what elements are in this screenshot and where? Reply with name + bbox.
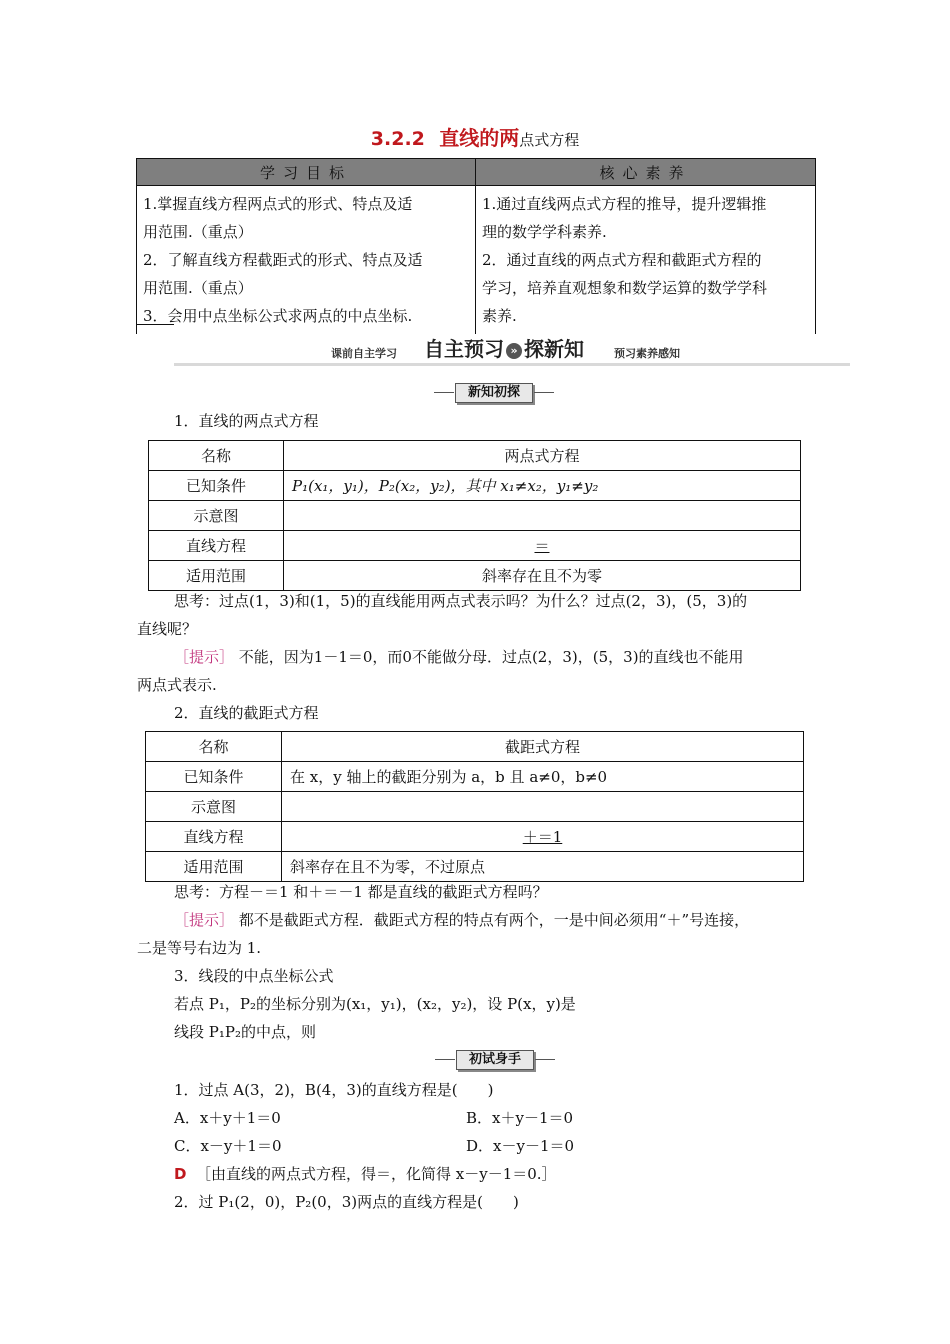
tag-try: 初试身手 [456, 1050, 534, 1070]
question-2: 2．过 P₁(2，0)，P₂(0，3)两点的直线方程是( ) [174, 1193, 519, 1211]
objective-line: 3．会用中点坐标公式求两点的中点坐标. [143, 307, 413, 325]
lesson-title [0, 122, 950, 151]
banner-title-a: 自主预习 [424, 337, 504, 361]
literacy-line: 1.通过直线两点式方程的推导，提升逻辑推 [482, 195, 767, 213]
cell-key: 直线方程 [146, 822, 282, 852]
think-1: 思考：过点(1，3)和(1，5)的直线能用两点式表示吗？为什么？过点(2，3)，(5，3)的 [174, 592, 748, 610]
section-banner [174, 333, 850, 366]
title-sub: 点式方程 [519, 131, 580, 149]
cell-value [282, 792, 804, 822]
objectives-table [136, 158, 816, 334]
cell-value: 在 x，y 轴上的截距分别为 a，b 且 a≠0，b≠0 [282, 762, 804, 792]
double-chevron-icon: » [506, 343, 522, 359]
objective-line: 用范围.（重点） [143, 279, 253, 297]
cell-key: 名称 [146, 732, 282, 762]
objectives-left [137, 186, 476, 335]
literacy-line: 2．通过直线的两点式方程和截距式方程的 [482, 251, 762, 269]
hint-label: ［提示］ [174, 911, 235, 929]
cell-value [284, 501, 801, 531]
question-1: 1．过点 A(3，2)，B(4，3)的直线方程是( ) [174, 1081, 494, 1099]
cell-value: P₁(x₁，y₁)，P₂(x₂，y₂)，其中 x₁≠x₂，y₁≠y₂ [284, 471, 801, 501]
title-main: 直线的两 [439, 126, 520, 150]
banner-title-b: 探新知 [524, 337, 584, 361]
cell-key: 已知条件 [149, 471, 284, 501]
cell-key: 示意图 [146, 792, 282, 822]
midpoint-line-1: 若点 P₁，P₂的坐标分别为(x₁，y₁)，(x₂，y₂)，设 P(x，y)是 [174, 995, 576, 1013]
banner-title [424, 333, 584, 362]
hint-2 [174, 910, 749, 930]
cell-key: 名称 [149, 441, 284, 471]
literacy-line: 学习，培养直观想象和数学运算的数学学科 [482, 279, 768, 297]
cell-value: 斜率存在且不为零，不过原点 [282, 852, 804, 882]
hint-text: 都不是截距式方程．截距式方程的特点有两个，一是中间必须用“＋”号连接， [234, 911, 750, 929]
literacy-line: 理的数学学科素养. [482, 223, 607, 241]
hint-1b: 两点式表示. [137, 676, 217, 694]
cell-value: ＝ [284, 531, 801, 561]
hint-1 [174, 647, 744, 667]
tag-new-knowledge: 新知初探 [455, 383, 533, 403]
cell-key: 适用范围 [149, 561, 284, 591]
cell-key: 已知条件 [146, 762, 282, 792]
option-a: A．x＋y＋1＝0 [174, 1109, 281, 1127]
intercept-table [145, 731, 804, 882]
answer-explain: ［由直线的两点式方程，得＝，化简得 x－y－1＝0.］ [196, 1165, 557, 1183]
objective-line: 2．了解直线方程截距式的形式、特点及适 [143, 251, 423, 269]
think-1b: 直线呢？ [137, 620, 198, 638]
cell-value: 截距式方程 [282, 732, 804, 762]
two-point-table [148, 440, 801, 591]
cell-key: 适用范围 [146, 852, 282, 882]
banner-right-label: 预习素养感知 [614, 347, 680, 360]
objectives-header-right: 核心素养 [476, 159, 816, 186]
title-number: 3.2.2 [370, 128, 425, 150]
option-d: D．x－y－1＝0 [466, 1137, 575, 1155]
table-edge [136, 324, 174, 325]
hint-2b: 二是等号右边为 1. [137, 939, 262, 957]
objective-line: 1.掌握直线方程两点式的形式、特点及适 [143, 195, 413, 213]
cell-key: 示意图 [149, 501, 284, 531]
section3-heading: 3．线段的中点坐标公式 [174, 967, 334, 985]
objectives-header-left: 学习目标 [137, 159, 476, 186]
literacy-line: 素养. [482, 307, 517, 325]
midpoint-line-2: 线段 P₁P₂的中点，则 [174, 1023, 316, 1041]
hint-label: ［提示］ [174, 648, 235, 666]
cell-value: 两点式方程 [284, 441, 801, 471]
hint-text: 不能，因为1－1＝0，而0不能做分母．过点(2，3)，(5，3)的直线也不能用 [234, 648, 744, 666]
section2-heading: 2．直线的截距式方程 [174, 704, 319, 722]
cell-key: 直线方程 [149, 531, 284, 561]
option-b: B．x＋y－1＝0 [466, 1109, 574, 1127]
answer-1 [174, 1164, 557, 1184]
objective-line: 用范围.（重点） [143, 223, 253, 241]
objectives-right [476, 186, 816, 335]
cell-value: ＋＝1 [282, 822, 804, 852]
option-c: C．x－y＋1＝0 [174, 1137, 282, 1155]
section1-heading: 1．直线的两点式方程 [174, 412, 319, 430]
answer-letter: D [174, 1165, 187, 1183]
banner-left-label: 课前自主学习 [331, 347, 397, 360]
cell-value: 斜率存在且不为零 [284, 561, 801, 591]
think-2: 思考：方程－＝1 和＋＝－1 都是直线的截距式方程吗？ [174, 883, 548, 901]
